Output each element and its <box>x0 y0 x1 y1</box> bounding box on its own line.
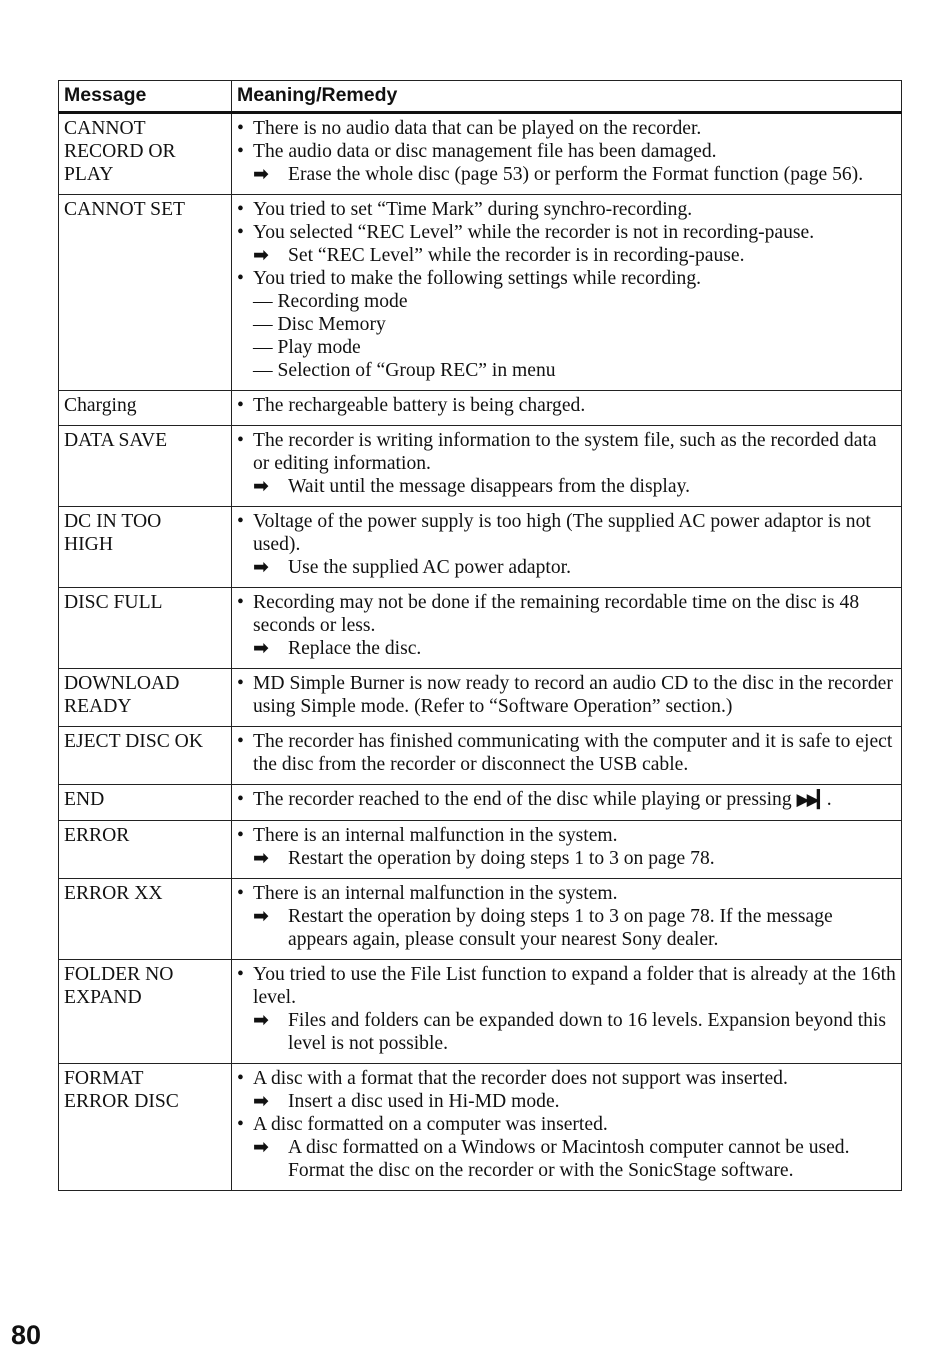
meaning-bullet <box>237 882 896 905</box>
meaning-bullet <box>237 824 896 847</box>
setting-item <box>237 336 896 359</box>
line-text: You tried to use the File List function to expand a folder that is already at the 16th level. <box>253 964 896 1008</box>
message-cell: FOLDER NO EXPAND <box>59 960 232 1064</box>
header-meaning-remedy: Meaning/Remedy <box>232 81 902 113</box>
message-cell: FORMAT ERROR DISC <box>59 1064 232 1191</box>
page-number: 80 <box>11 1320 42 1350</box>
meaning-bullet <box>237 788 896 812</box>
table-row <box>59 821 902 879</box>
line-text: Erase the whole disc (page 53) or perform the Format function (page 56). <box>288 164 864 185</box>
line-text: The recorder is writing information to the system file, such as the recorded data or editing information. <box>253 430 877 474</box>
line-text: Restart the operation by doing steps 1 to 3 on page 78. If the message appears again, please consult your nearest Sony dealer. <box>288 906 833 950</box>
meaning-remedy-cell <box>232 821 902 879</box>
arrow-right-icon: ➡ <box>253 556 269 578</box>
meaning-remedy-cell <box>232 1064 902 1191</box>
table-row <box>59 960 902 1064</box>
table-row <box>59 113 902 195</box>
table-row <box>59 727 902 785</box>
remedy-line <box>237 1090 896 1113</box>
bullet-icon: • <box>237 395 244 416</box>
table-row <box>59 1064 902 1191</box>
line-text: Replace the disc. <box>288 638 422 659</box>
meaning-bullet <box>237 117 896 140</box>
bullet-icon: • <box>237 118 244 139</box>
meaning-remedy-cell <box>232 727 902 785</box>
bullet-icon: • <box>237 222 244 243</box>
line-text: Use the supplied AC power adaptor. <box>288 557 571 578</box>
bullet-icon: • <box>237 592 244 613</box>
bullet-icon: • <box>237 199 244 220</box>
meaning-remedy-cell <box>232 785 902 821</box>
line-text: — Play mode <box>253 337 361 358</box>
meaning-remedy-cell <box>232 113 902 195</box>
message-cell: CANNOT SET <box>59 195 232 391</box>
meaning-remedy-cell <box>232 879 902 960</box>
line-text: Wait until the message disappears from the display. <box>288 476 690 497</box>
line-text: There is an internal malfunction in the system. <box>253 883 618 904</box>
meaning-bullet <box>237 140 896 163</box>
arrow-right-icon: ➡ <box>253 637 269 659</box>
line-text: A disc with a format that the recorder does not support was inserted. <box>253 1068 788 1089</box>
message-cell: Charging <box>59 391 232 426</box>
meaning-remedy-cell <box>232 960 902 1064</box>
meaning-remedy-cell <box>232 195 902 391</box>
remedy-line <box>237 163 896 186</box>
line-text: The recorder reached to the end of the disc while playing or pressing <box>253 789 792 810</box>
remedy-line <box>237 1009 896 1055</box>
arrow-right-icon: ➡ <box>253 1136 269 1158</box>
remedy-line <box>237 637 896 660</box>
meaning-bullet <box>237 221 896 244</box>
bullet-icon: • <box>237 789 244 810</box>
line-text: A disc formatted on a computer was inserted. <box>253 1114 608 1135</box>
message-cell: DISC FULL <box>59 588 232 669</box>
meaning-remedy-cell <box>232 391 902 426</box>
remedy-line <box>237 475 896 498</box>
line-text: There is an internal malfunction in the system. <box>253 825 618 846</box>
remedy-line <box>237 847 896 870</box>
meaning-remedy-cell <box>232 669 902 727</box>
meaning-bullet <box>237 267 896 290</box>
message-cell: DATA SAVE <box>59 426 232 507</box>
bullet-icon: • <box>237 141 244 162</box>
remedy-line <box>237 1136 896 1182</box>
line-text: — Recording mode <box>253 291 408 312</box>
arrow-right-icon: ➡ <box>253 905 269 927</box>
message-cell: ERROR <box>59 821 232 879</box>
header-message: Message <box>59 81 232 113</box>
message-cell: EJECT DISC OK <box>59 727 232 785</box>
meaning-bullet <box>237 591 896 637</box>
table-header-row <box>59 81 902 113</box>
line-text: The audio data or disc management file has been damaged. <box>253 141 717 162</box>
setting-item <box>237 359 896 382</box>
table-row <box>59 391 902 426</box>
meaning-bullet <box>237 198 896 221</box>
line-text: MD Simple Burner is now ready to record an audio CD to the disc in the recorder using Simple mode. (Refer to “Software Operation” section.) <box>253 673 893 717</box>
bullet-icon: • <box>237 825 244 846</box>
meaning-bullet <box>237 1067 896 1090</box>
bullet-icon: • <box>237 731 244 752</box>
arrow-right-icon: ➡ <box>253 163 269 185</box>
message-cell: ERROR XX <box>59 879 232 960</box>
bullet-icon: • <box>237 964 244 985</box>
bullet-icon: • <box>237 430 244 451</box>
meaning-remedy-cell <box>232 426 902 507</box>
meaning-bullet <box>237 963 896 1009</box>
line-text: — Disc Memory <box>253 314 386 335</box>
line-suffix: . <box>826 789 832 810</box>
setting-item <box>237 290 896 313</box>
line-text: You selected “REC Level” while the recorder is not in recording-pause. <box>253 222 815 243</box>
message-cell: DOWNLOAD READY <box>59 669 232 727</box>
meaning-remedy-cell <box>232 588 902 669</box>
line-text: The rechargeable battery is being charged. <box>253 395 586 416</box>
line-text: Voltage of the power supply is too high (The supplied AC power adaptor is not used). <box>253 511 871 555</box>
message-cell: END <box>59 785 232 821</box>
meaning-bullet <box>237 510 896 556</box>
table-row <box>59 195 902 391</box>
meaning-remedy-cell <box>232 507 902 588</box>
bullet-icon: • <box>237 883 244 904</box>
remedy-line <box>237 905 896 951</box>
table-row <box>59 669 902 727</box>
line-text: — Selection of “Group REC” in menu <box>253 360 556 381</box>
message-table <box>58 80 902 1191</box>
line-text: A disc formatted on a Windows or Macintosh computer cannot be used. Format the disc on the recorder or with the SonicStage software. <box>288 1137 850 1181</box>
remedy-line <box>237 244 896 267</box>
line-text: Restart the operation by doing steps 1 to 3 on page 78. <box>288 848 715 869</box>
arrow-right-icon: ➡ <box>253 475 269 497</box>
line-text: Files and folders can be expanded down to 16 levels. Expansion beyond this level is not possible. <box>288 1010 887 1054</box>
meaning-bullet <box>237 1113 896 1136</box>
line-text: You tried to make the following settings while recording. <box>253 268 702 289</box>
table-row <box>59 426 902 507</box>
remedy-line <box>237 556 896 579</box>
bullet-icon: • <box>237 1114 244 1135</box>
table-row <box>59 507 902 588</box>
meaning-bullet <box>237 429 896 475</box>
arrow-right-icon: ➡ <box>253 244 269 266</box>
table-row <box>59 879 902 960</box>
table-row <box>59 588 902 669</box>
meaning-bullet <box>237 394 896 417</box>
meaning-bullet <box>237 672 896 718</box>
line-text: There is no audio data that can be played on the recorder. <box>253 118 702 139</box>
setting-item <box>237 313 896 336</box>
table-row <box>59 785 902 821</box>
bullet-icon: • <box>237 511 244 532</box>
arrow-right-icon: ➡ <box>253 1009 269 1031</box>
line-text: The recorder has finished communicating with the computer and it is safe to eject the disc from the recorder or disconnect the USB cable. <box>253 731 893 775</box>
line-text: Recording may not be done if the remaining recordable time on the disc is 48 seconds or less. <box>253 592 860 636</box>
arrow-right-icon: ➡ <box>253 1090 269 1112</box>
bullet-icon: • <box>237 1068 244 1089</box>
message-cell: DC IN TOO HIGH <box>59 507 232 588</box>
line-text: You tried to set “Time Mark” during synchro-recording. <box>253 199 693 220</box>
bullet-icon: • <box>237 673 244 694</box>
message-cell: CANNOT RECORD OR PLAY <box>59 113 232 195</box>
arrow-right-icon: ➡ <box>253 847 269 869</box>
line-text: Set “REC Level” while the recorder is in recording-pause. <box>288 245 745 266</box>
line-text: Insert a disc used in Hi-MD mode. <box>288 1091 560 1112</box>
meaning-bullet <box>237 730 896 776</box>
bullet-icon: • <box>237 268 244 289</box>
skip-forward-icon: ▶▶▎ <box>796 790 827 810</box>
